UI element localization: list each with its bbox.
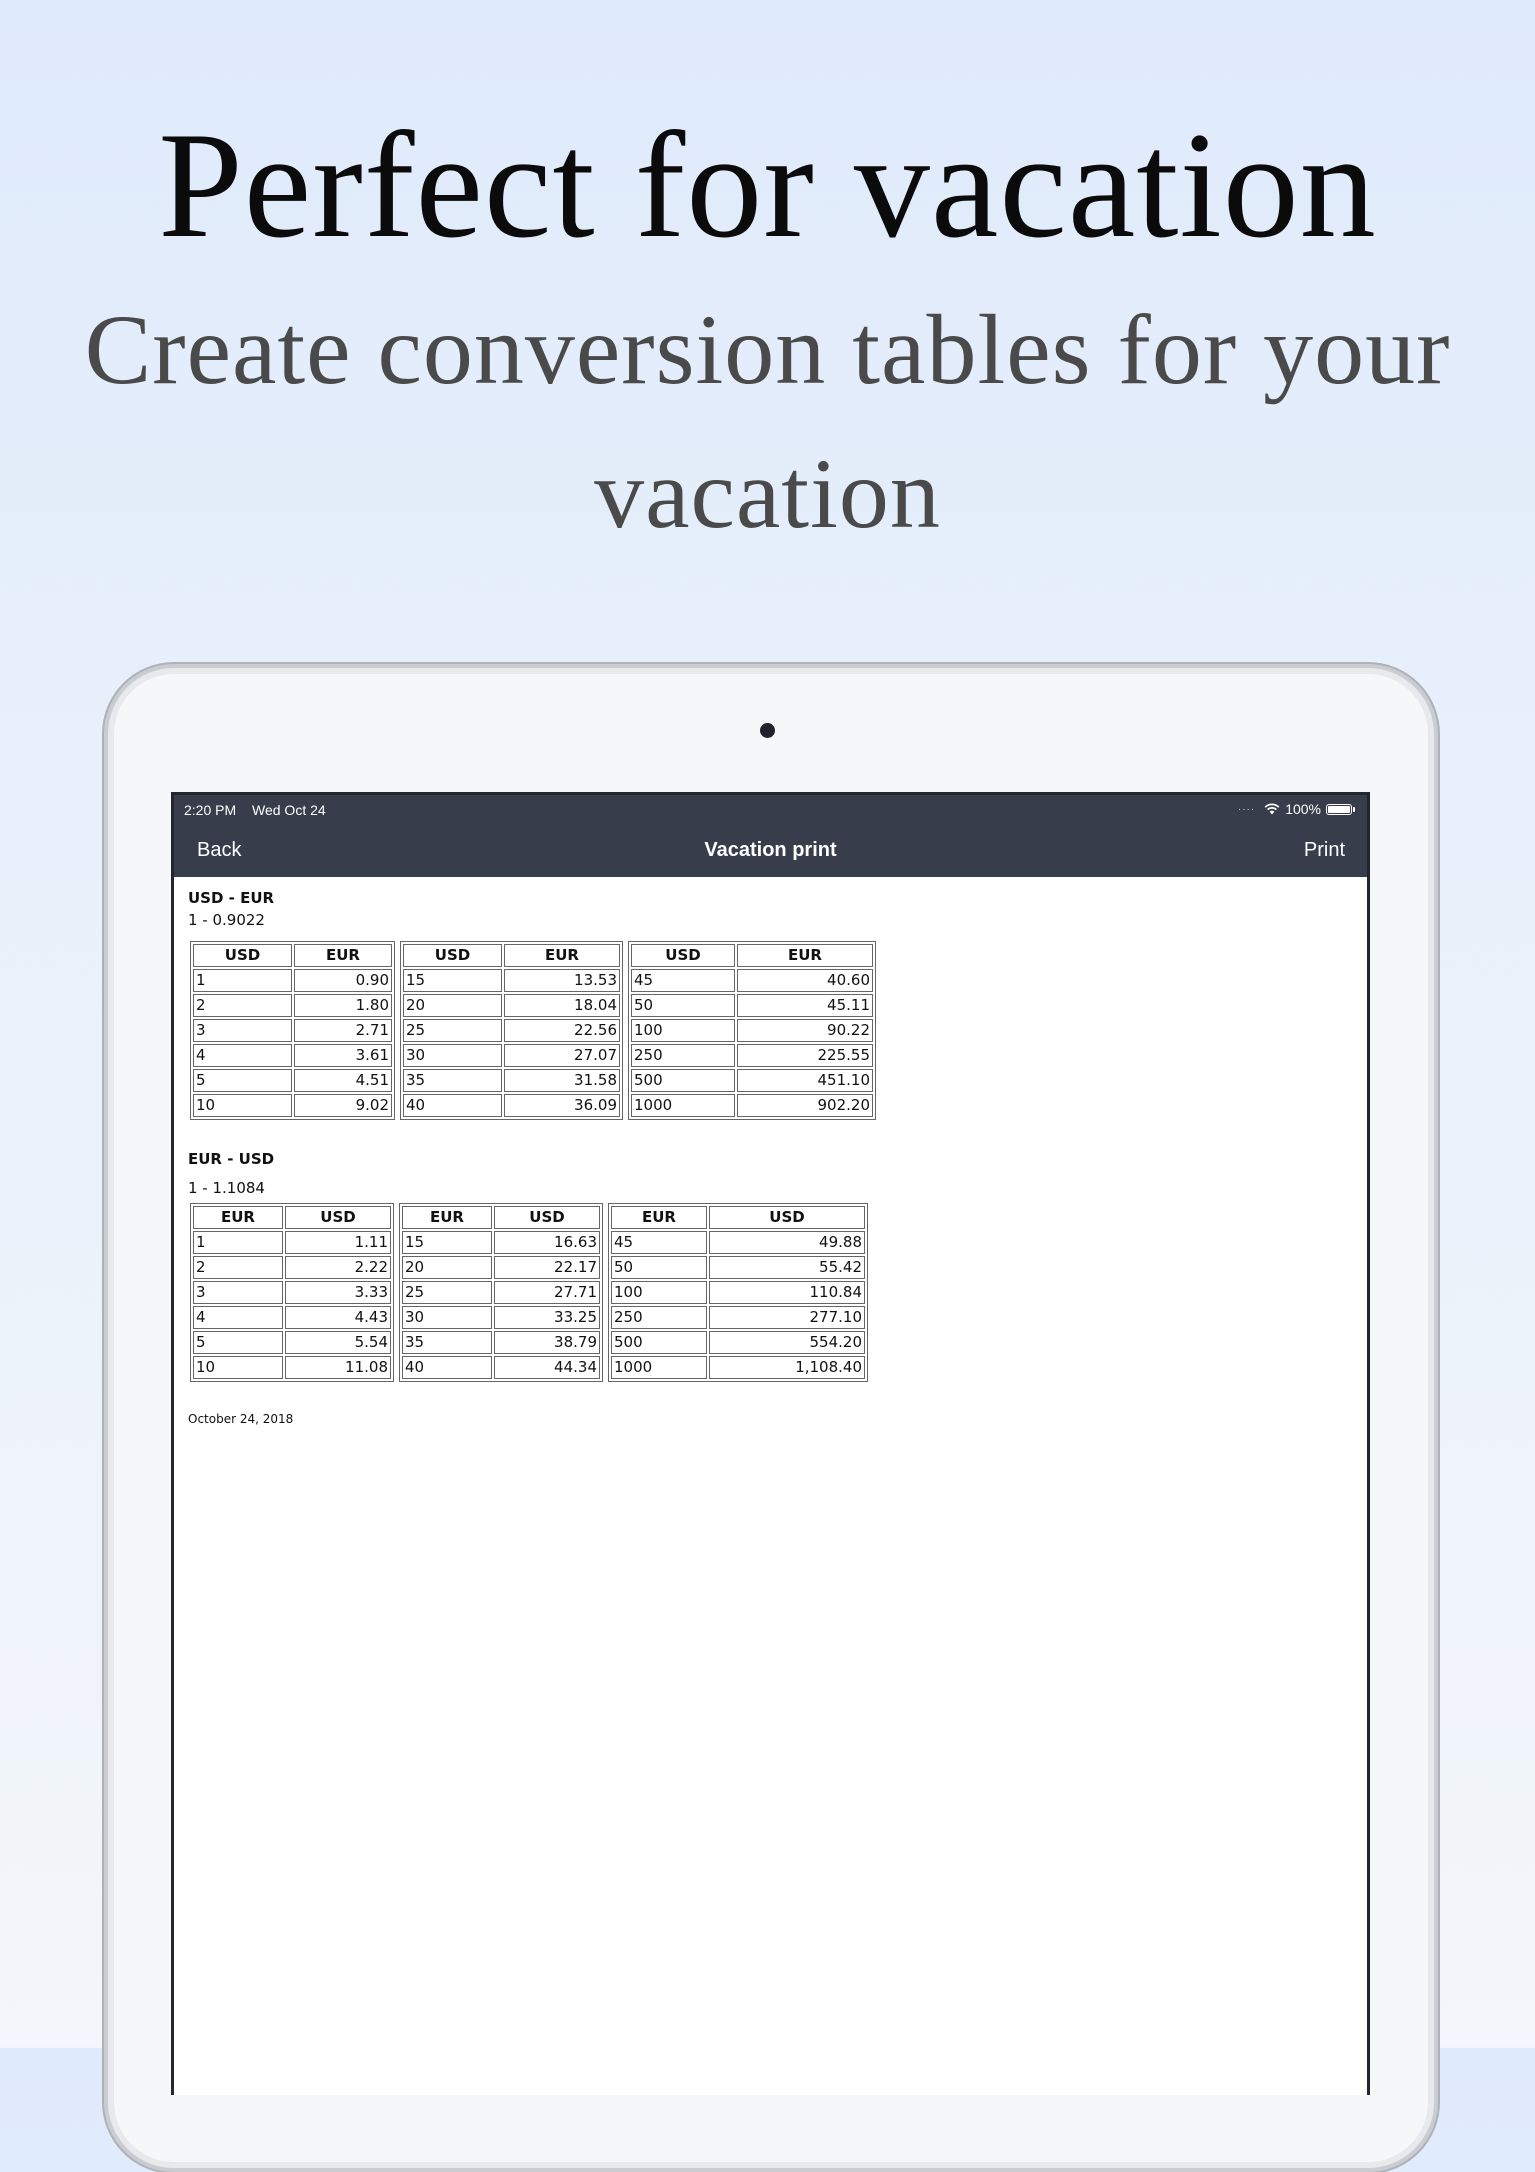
amount-cell: 3: [193, 1019, 292, 1042]
amount-cell: 4: [193, 1044, 292, 1067]
converted-cell: 18.04: [504, 994, 620, 1017]
table-row: [611, 1281, 865, 1304]
converted-cell: 40.60: [737, 969, 873, 992]
table-row: [611, 1331, 865, 1354]
amount-cell: 10: [193, 1356, 283, 1379]
amount-cell: 5: [193, 1069, 292, 1092]
table-row: [631, 1069, 873, 1092]
headline: Perfect for vacation: [158, 101, 1377, 269]
amount-cell: 35: [402, 1331, 492, 1354]
converted-cell: 3.61: [294, 1044, 392, 1067]
amount-cell: 25: [403, 1019, 502, 1042]
table-row: [611, 1256, 865, 1279]
converted-cell: 27.71: [494, 1281, 600, 1304]
converted-cell: 27.07: [504, 1044, 620, 1067]
column-header-to: USD: [285, 1206, 391, 1229]
table-header-row: [631, 944, 873, 967]
table-row: [193, 1044, 392, 1067]
table-row: [631, 994, 873, 1017]
column-header-from: USD: [631, 944, 735, 967]
converted-cell: 225.55: [737, 1044, 873, 1067]
amount-cell: 5: [193, 1331, 283, 1354]
table-row: [193, 1094, 392, 1117]
column-header-from: EUR: [611, 1206, 707, 1229]
table-row: [402, 1231, 600, 1254]
converted-cell: 45.11: [737, 994, 873, 1017]
column-header-to: EUR: [504, 944, 620, 967]
amount-cell: 2: [193, 994, 292, 1017]
battery-tip: [1353, 807, 1355, 812]
converted-cell: 2.22: [285, 1256, 391, 1279]
table-row: [631, 1044, 873, 1067]
table-row: [631, 1019, 873, 1042]
converted-cell: 38.79: [494, 1331, 600, 1354]
signal-dots-icon: ····: [1237, 803, 1256, 815]
column-header-to: USD: [709, 1206, 865, 1229]
amount-cell: 35: [403, 1069, 502, 1092]
table-row: [193, 1019, 392, 1042]
camera-icon: [760, 723, 775, 738]
amount-cell: 2: [193, 1256, 283, 1279]
conversion-table: [190, 941, 395, 1120]
table-row: [193, 1356, 391, 1379]
converted-cell: 1.11: [285, 1231, 391, 1254]
amount-cell: 50: [631, 994, 735, 1017]
column-header-from: EUR: [402, 1206, 492, 1229]
print-date: October 24, 2018: [188, 1412, 294, 1426]
table-row: [631, 969, 873, 992]
table-header-row: [193, 944, 392, 967]
amount-cell: 4: [193, 1306, 283, 1329]
table-row: [403, 1019, 620, 1042]
converted-cell: 90.22: [737, 1019, 873, 1042]
table-row: [193, 1331, 391, 1354]
wifi-icon: [1264, 803, 1280, 815]
table-row: [403, 994, 620, 1017]
converted-cell: 554.20: [709, 1331, 865, 1354]
amount-cell: 100: [611, 1281, 707, 1304]
amount-cell: 500: [631, 1069, 735, 1092]
converted-cell: 277.10: [709, 1306, 865, 1329]
amount-cell: 3: [193, 1281, 283, 1304]
table-row: [402, 1356, 600, 1379]
converted-cell: 11.08: [285, 1356, 391, 1379]
section-rate: 1 - 1.1084: [188, 1179, 265, 1197]
battery-icon: [1326, 804, 1352, 815]
amount-cell: 250: [611, 1306, 707, 1329]
table-row: [193, 1281, 391, 1304]
section-usd-eur: [188, 889, 1367, 1120]
amount-cell: 1000: [631, 1094, 735, 1117]
ipad-screen: [171, 792, 1370, 2095]
conversion-table: [399, 1203, 603, 1382]
table-row: [402, 1256, 600, 1279]
table-row: [403, 969, 620, 992]
battery-percent: 100%: [1285, 801, 1321, 817]
amount-cell: 40: [403, 1094, 502, 1117]
converted-cell: 902.20: [737, 1094, 873, 1117]
conversion-table: [628, 941, 876, 1120]
amount-cell: 30: [402, 1306, 492, 1329]
amount-cell: 100: [631, 1019, 735, 1042]
converted-cell: 0.90: [294, 969, 392, 992]
column-header-from: USD: [403, 944, 502, 967]
amount-cell: 10: [193, 1094, 292, 1117]
amount-cell: 1: [193, 1231, 283, 1254]
page-title: Vacation print: [704, 839, 837, 861]
amount-cell: 20: [403, 994, 502, 1017]
converted-cell: 9.02: [294, 1094, 392, 1117]
amount-cell: 25: [402, 1281, 492, 1304]
section-eur-usd: [188, 1150, 1367, 1382]
column-header-to: EUR: [294, 944, 392, 967]
converted-cell: 55.42: [709, 1256, 865, 1279]
amount-cell: 20: [402, 1256, 492, 1279]
navigation-bar: [174, 825, 1367, 877]
table-row: [403, 1094, 620, 1117]
converted-cell: 1.80: [294, 994, 392, 1017]
print-preview: [174, 877, 1367, 1426]
amount-cell: 1: [193, 969, 292, 992]
converted-cell: 4.43: [285, 1306, 391, 1329]
converted-cell: 110.84: [709, 1281, 865, 1304]
back-button[interactable]: Back: [197, 839, 242, 861]
table-row: [403, 1069, 620, 1092]
converted-cell: 3.33: [285, 1281, 391, 1304]
converted-cell: 2.71: [294, 1019, 392, 1042]
converted-cell: 1,108.40: [709, 1356, 865, 1379]
converted-cell: 13.53: [504, 969, 620, 992]
conversion-table: [400, 941, 623, 1120]
converted-cell: 16.63: [494, 1231, 600, 1254]
amount-cell: 15: [402, 1231, 492, 1254]
table-header-row: [403, 944, 620, 967]
table-row: [402, 1306, 600, 1329]
conversion-table: [190, 1203, 394, 1382]
column-header-to: USD: [494, 1206, 600, 1229]
status-date: Wed Oct 24: [252, 802, 326, 818]
table-row: [193, 1256, 391, 1279]
status-time: 2:20 PM: [184, 802, 237, 818]
converted-cell: 49.88: [709, 1231, 865, 1254]
amount-cell: 50: [611, 1256, 707, 1279]
column-header-from: EUR: [193, 1206, 283, 1229]
converted-cell: 22.56: [504, 1019, 620, 1042]
amount-cell: 15: [403, 969, 502, 992]
conversion-tables: [190, 941, 1367, 1120]
amount-cell: 250: [631, 1044, 735, 1067]
amount-cell: 30: [403, 1044, 502, 1067]
status-indicators: [1238, 801, 1355, 817]
table-row: [402, 1281, 600, 1304]
section-title: USD - EUR: [188, 889, 275, 907]
table-header-row: [193, 1206, 391, 1229]
table-row: [193, 1306, 391, 1329]
subheadline: Create conversion tables for your vacation: [84, 294, 1451, 549]
amount-cell: 1000: [611, 1356, 707, 1379]
converted-cell: 36.09: [504, 1094, 620, 1117]
table-row: [193, 1231, 391, 1254]
column-header-from: USD: [193, 944, 292, 967]
table-row: [193, 1069, 392, 1092]
amount-cell: 45: [631, 969, 735, 992]
converted-cell: 33.25: [494, 1306, 600, 1329]
section-rate: 1 - 0.9022: [188, 911, 265, 929]
converted-cell: 451.10: [737, 1069, 873, 1092]
column-header-to: EUR: [737, 944, 873, 967]
table-row: [611, 1231, 865, 1254]
print-button[interactable]: Print: [1303, 839, 1345, 861]
table-row: [611, 1306, 865, 1329]
converted-cell: 5.54: [285, 1331, 391, 1354]
status-bar: [174, 795, 1367, 825]
table-row: [193, 994, 392, 1017]
conversion-tables: [190, 1203, 1367, 1382]
table-header-row: [611, 1206, 865, 1229]
amount-cell: 45: [611, 1231, 707, 1254]
table-row: [631, 1094, 873, 1117]
amount-cell: 500: [611, 1331, 707, 1354]
converted-cell: 4.51: [294, 1069, 392, 1092]
converted-cell: 31.58: [504, 1069, 620, 1092]
section-title: EUR - USD: [188, 1150, 275, 1168]
table-row: [611, 1356, 865, 1379]
amount-cell: 40: [402, 1356, 492, 1379]
table-header-row: [402, 1206, 600, 1229]
table-row: [403, 1044, 620, 1067]
converted-cell: 44.34: [494, 1356, 600, 1379]
table-row: [193, 969, 392, 992]
conversion-table: [608, 1203, 868, 1382]
table-row: [402, 1331, 600, 1354]
converted-cell: 22.17: [494, 1256, 600, 1279]
